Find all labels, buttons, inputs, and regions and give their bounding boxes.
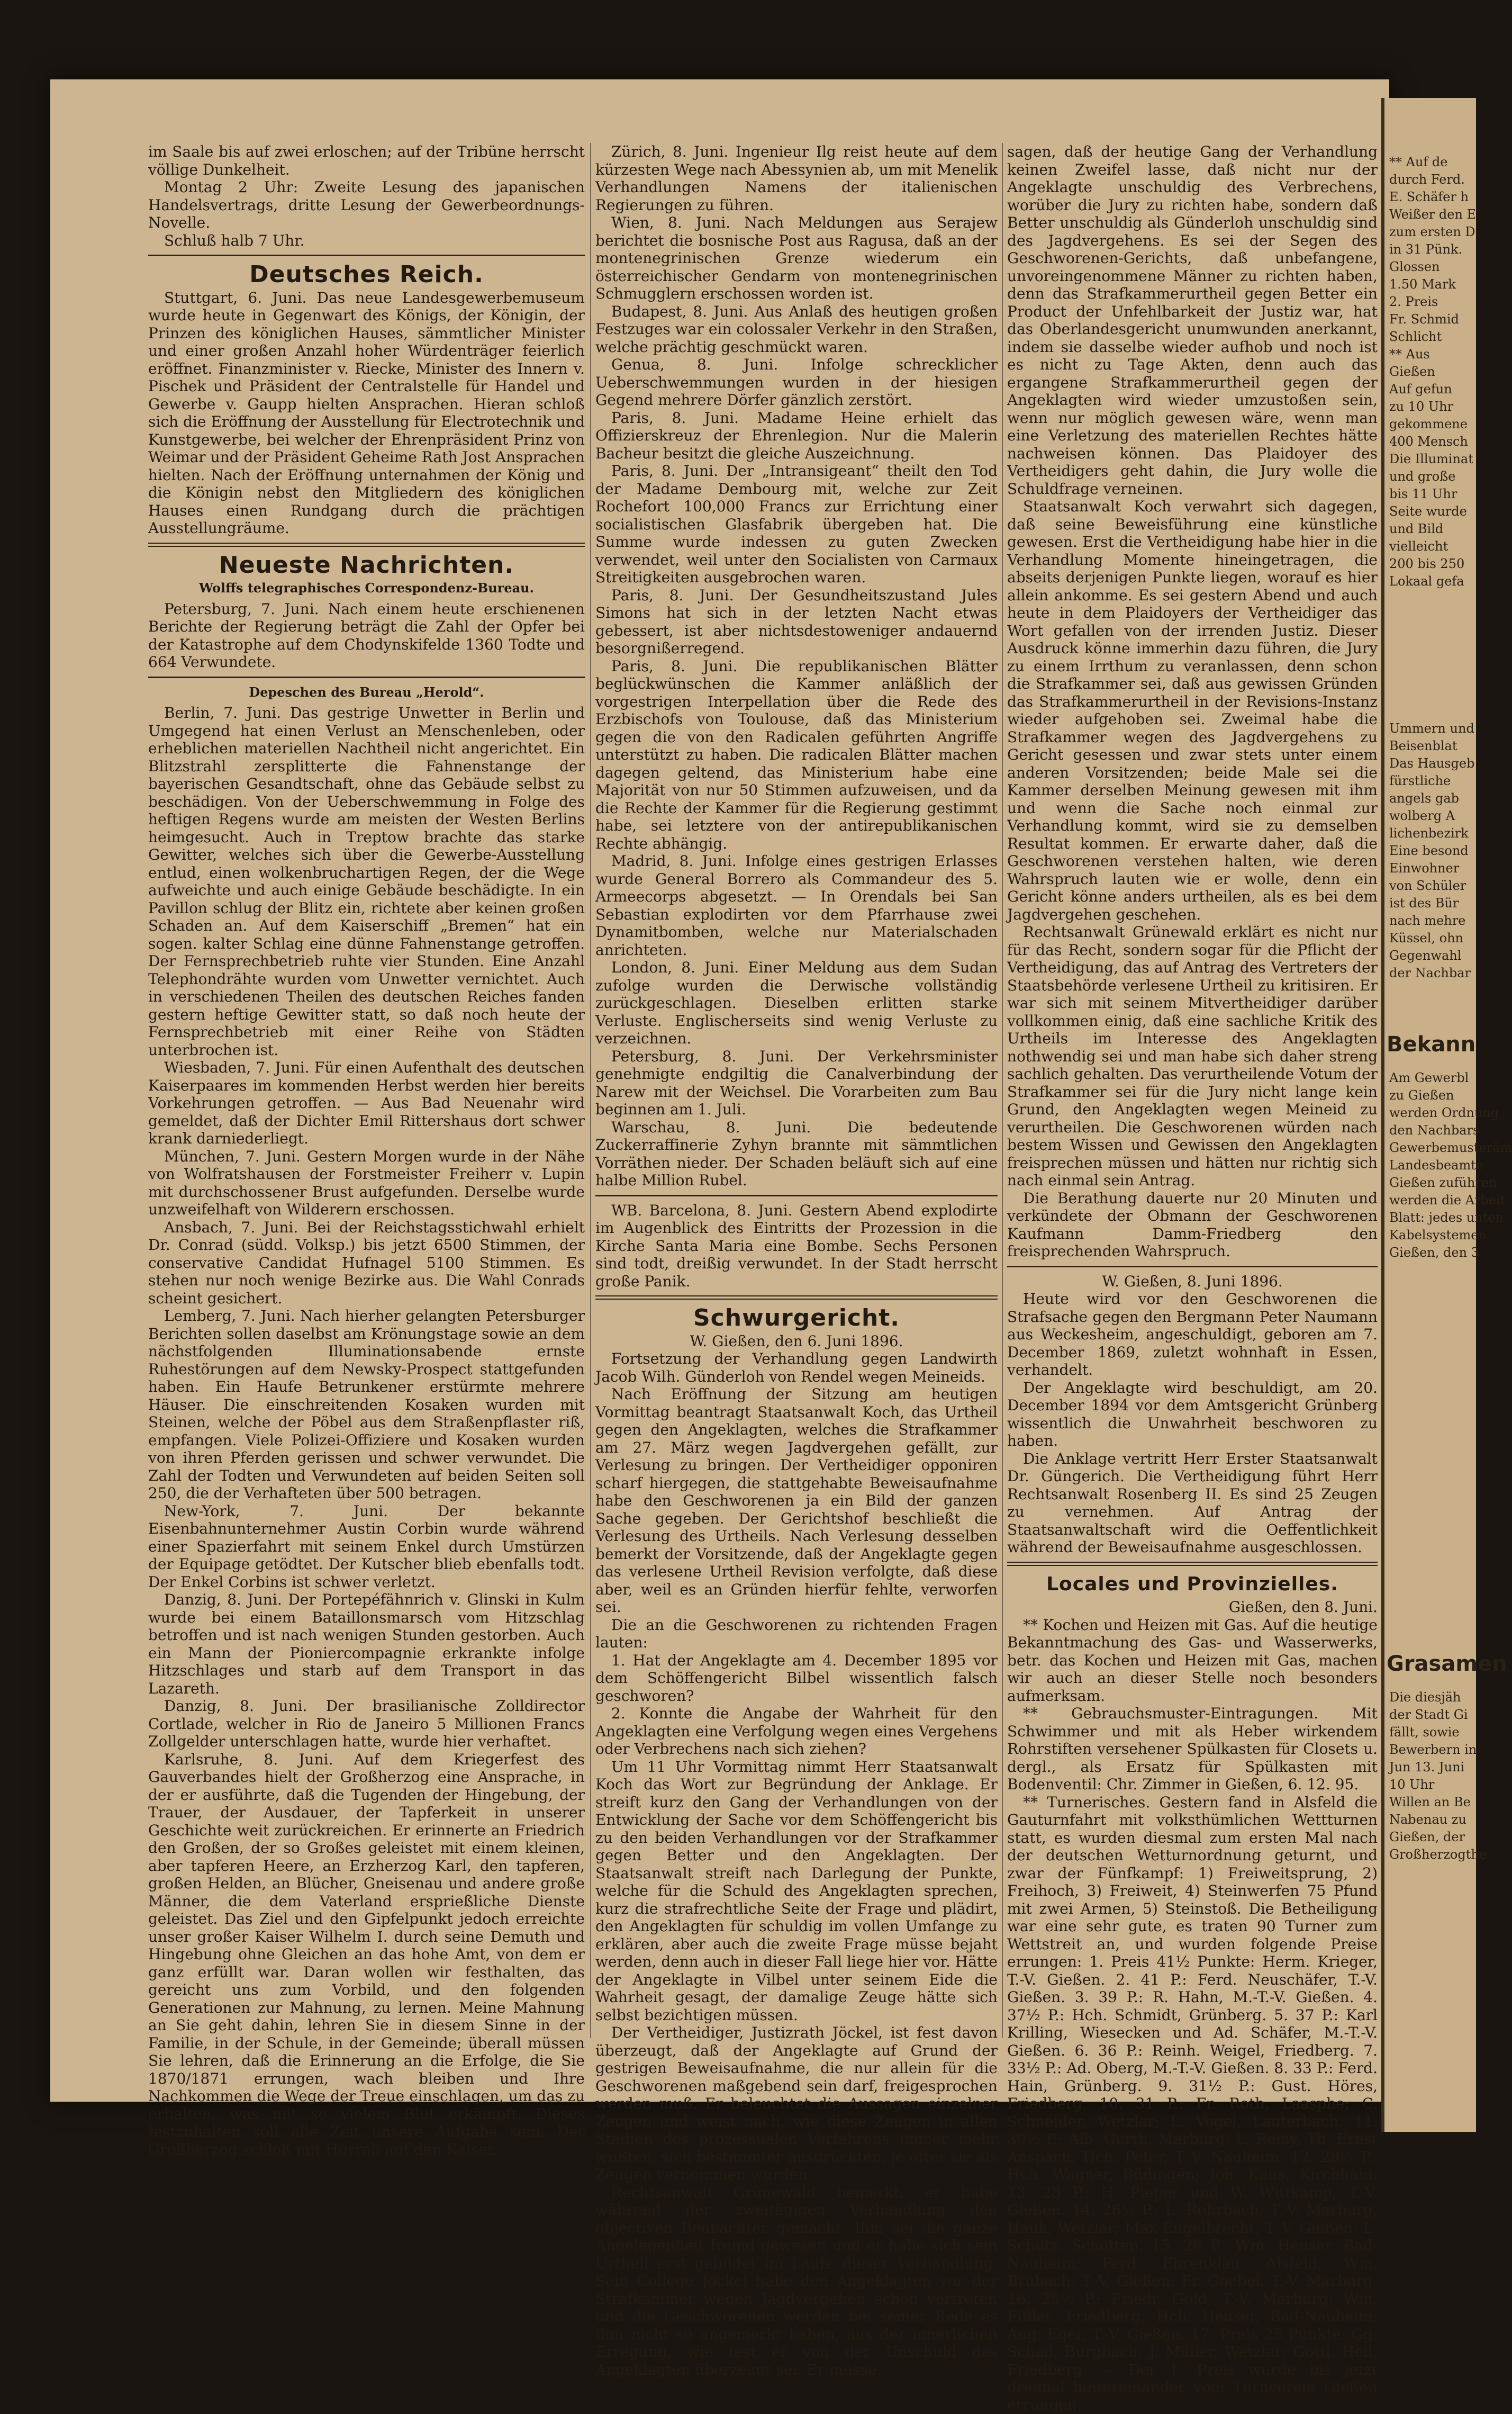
edge-line: ** Aus xyxy=(1389,346,1469,363)
column-2 xyxy=(595,143,998,2038)
article-paragraph: ** Kochen und Heizen mit Gas. Auf die heutige Bekanntmachung des Gas- und Wasserwerks, betr. das Kochen und Heizen mit Gas, machen wir auch an dieser Stelle noch besonders aufmerksam. xyxy=(1007,1616,1378,1705)
edge-line: zu 10 Uhr xyxy=(1389,398,1469,416)
edge-line: Beisenblat xyxy=(1389,737,1469,755)
edge-line: der Nachbar xyxy=(1389,965,1469,982)
edge-line: Gießen xyxy=(1389,363,1469,381)
divider xyxy=(148,543,585,547)
edge-line: Blatt: jedes unten xyxy=(1389,1209,1469,1227)
article-paragraph: Paris, 8. Juni. Der „Intransigeant“ theilt den Tod der Madame Dembourg mit, welche zur Zeit Rochefort 100,000 Francs zur Errichtung einer socialistischen Glasfabrik übergeben hat. Die Summe wurde indessen zu guten Zwecken verwendet, weil unter den Socialisten von Carmaux Streitigkeiten ausgebrochen waren. xyxy=(595,462,998,587)
edge-line: und große xyxy=(1389,468,1469,485)
dateline: Gießen, den 8. Juni. xyxy=(1007,1598,1378,1616)
edge-column xyxy=(1389,1689,1469,1890)
edge-line: zu Gießen xyxy=(1389,1087,1469,1104)
article-paragraph: Die an die Geschworenen zu richtenden Fragen lauten: xyxy=(595,1616,998,1652)
edge-line: 400 Mensch xyxy=(1389,433,1469,451)
article-paragraph: Warschau, 8. Juni. Die bedeutende Zuckerraffinerie Zyhyn brannte mit sämmtlichen Vorräthen nieder. Der Schaden beläuft sich auf eine halbe Million Rubel. xyxy=(595,1119,998,1190)
article-paragraph: München, 7. Juni. Gestern Morgen wurde in der Nähe von Wolfratshausen der Forstmeister Freiherr v. Lupin mit durchschossener Brust aufgefunden. Derselbe wurde unzweifelhaft von Wilderern erschossen. xyxy=(148,1148,585,1219)
edge-column xyxy=(1389,1069,1469,1345)
edge-line: E. Schäfer h xyxy=(1389,188,1469,206)
divider xyxy=(148,677,585,678)
edge-line: Schlicht xyxy=(1389,328,1469,346)
edge-line: ** Auf de xyxy=(1389,154,1469,171)
dateline: W. Gießen, 8. Juni 1896. xyxy=(1007,1273,1378,1291)
section-subtitle: Depeschen des Bureau „Herold“. xyxy=(148,683,585,701)
section-title-neueste-nachrichten: Neueste Nachrichten. xyxy=(148,556,585,574)
edge-column xyxy=(1389,154,1469,662)
edge-line: angels gab xyxy=(1389,790,1469,807)
edge-line: Jun 13. Juni xyxy=(1389,1759,1469,1776)
article-paragraph: Wiesbaden, 7. Juni. Für einen Aufenthalt des deutschen Kaiserpaares im kommenden Herbst werden hier bereits Vorkehrungen getroffen. — Aus Bad Neuenahr wird gemeldet, daß der Dichter Emil Rittershaus dort schwer krank darniederliegt. xyxy=(148,1059,585,1148)
article-paragraph: Der Angeklagte wird beschuldigt, am 20. December 1894 vor dem Amtsgericht Grünberg wissentlich die Unwahrheit beschworen zu haben. xyxy=(1007,1379,1378,1450)
article-paragraph: Petersburg, 8. Juni. Der Verkehrsminister genehmigte endgiltig die Canalverbindung der Narew mit der Weichsel. Die Vorarbeiten zum Bau beginnen am 1. Juli. xyxy=(595,1048,998,1119)
article-paragraph: New-York, 7. Juni. Der bekannte Eisenbahnunternehmer Austin Corbin wurde während einer Spazierfahrt mit seinem Enkel durch Umstürzen der Equipage getödtet. Der Kutscher blieb ebenfalls todt. Der Enkel Corbins ist schwer verletzt. xyxy=(148,1502,585,1591)
intro-line: im Saale bis auf zwei erloschen; auf der Tribüne herrscht völlige Dunkelheit. xyxy=(148,143,585,178)
edge-line: von Schüler xyxy=(1389,877,1469,895)
article-paragraph: Ansbach, 7. Juni. Bei der Reichstagsstichwahl erhielt Dr. Conrad (südd. Volksp.) bis jetzt 6500 Stimmen, der conservative Candidat Hufnagel 5100 Stimmen. Es stehen nur noch wenige Bezirke aus. Die Wahl Conrads scheint gesichert. xyxy=(148,1219,585,1308)
article-paragraph: Paris, 8. Juni. Der Gesundheitszustand Jules Simons hat sich in der letzten Nacht etwas gebessert, ist aber nichtsdestoweniger andauernd besorgnißerregend. xyxy=(595,587,998,657)
edge-line: den Nachbars xyxy=(1389,1122,1469,1139)
edge-line: bis 11 Uhr xyxy=(1389,485,1469,503)
article-paragraph: Um 11 Uhr Vormittag nimmt Herr Staatsanwalt Koch das Wort zur Begründung der Anklage. Er streift kurz den Gang der Verhandlungen von der Entwicklung der Sache vor dem Schöffengericht bis zu den beiden Verhandlungen vor der Strafkammer gegen Better und den Angeklagten. Der Staatsanwalt streift nach Darlegung der Punkte, welche für die Schuld des Angeklagten sprechen, kurz die strafrechtliche Seite der Frage und plädirt, den Angeklagten für schuldig im vollen Umfange zu erklären, aber auch die zweite Frage müsse bejaht werden, denn auch in dieser Fall liege hier vor. Hätte der Angeklagte in Vilbel unter seinem Eide die Wahrheit gesagt, der damalige Zeuge hätte sich selbst bezichtigen müssen. xyxy=(595,1758,998,2024)
section-title-locales: Locales und Provinzielles. xyxy=(1007,1575,1378,1593)
section-subtitle: Wolffs telegraphisches Correspondenz-Bureau. xyxy=(148,579,585,597)
divider xyxy=(595,1295,998,1300)
edge-heading: Grasamen xyxy=(1387,1652,1471,1676)
edge-line: Weißer den E xyxy=(1389,206,1469,223)
edge-line: Bewerbern in xyxy=(1389,1741,1469,1759)
article-paragraph: Rechtsanwalt Grünewald erklärt es nicht nur für das Recht, sondern sogar für die Pflicht der Vertheidigung, das auf Antrag des Vertreters der Staatsbehörde verlesene Urtheil zu kritisiren. Er war sich mit seinem Mitvertheidiger darüber vollkommen einig, daß eine sachliche Kritik des Urtheils im Interesse des Angeklagten nothwendig sei und man habe sich daher streng sachlich gehalten. Das verurtheilende Votum der Strafkammer sei für die Jury nicht lange kein Grund, den Angeklagten wegen Meineid zu verurtheilen. Die Geschworenen würden nach bestem Wissen und Gewissen den Angeklagten freisprechen müssen und hätten nur richtig sich nach einmal sein Antrag. xyxy=(1007,923,1378,1190)
article-paragraph: sagen, daß der heutige Gang der Verhandlung keinen Zweifel lasse, daß nicht nur der Angeklagte unschuldig des Verbrechens, worüber die Jury zu richten habe, sondern daß Better unschuldig als Günderloh unschuldig sind des Jagdvergehens. Es sei der Segen des Geschworenen-Gerichts, daß unbefangene, unvoreingenommene Männer zu richten haben, denn das Strafkammerurtheil gegen Better ein Product der Unfehlbarkeit der Justiz war, hat das Oberlandesgericht unumwunden anerkannt, indem sie dasselbe wieder aufhob und noch ist es nicht zu Tage Akten, denn auch das ergangene Strafkammerurtheil gegen der Angeklagten wird wieder umzustoßen sein, wenn nur möglich gewesen wäre, wenn man eine Verletzung des materiellen Rechtes hätte nachweisen können. Das Plaidoyer des Vertheidigers geht dahin, die Jury wolle die Schuldfrage verneinen. xyxy=(1007,143,1378,498)
article-paragraph: London, 8. Juni. Einer Meldung aus dem Sudan zufolge wurden die Derwische vollständig zurückgeschlagen. Dieselben erlitten starke Verluste. Englischerseits sind wenig Verluste zu verzeichnen. xyxy=(595,959,998,1048)
edge-line: zum ersten D xyxy=(1389,223,1469,241)
article-paragraph: 1. Hat der Angeklagte am 4. December 1895 vor dem Schöffengericht Bilbel wissentlich falsch geschworen? xyxy=(595,1652,998,1705)
edge-line: wolberg A xyxy=(1389,807,1469,825)
edge-line: Gegenwahl xyxy=(1389,947,1469,965)
article-paragraph: Rechtsanwalt Grünewald bemerkt, er habe während der zweitägigen Verhandlung den objectiven Beobachter gemacht. Ihm sei die ganze Angelegenheit fremd gewesen und er habe sich sein Urtheil erst gebildet im Laufe dieser Verhandlung. Sein College Jöckel habe den Angeklagten vor der Strafkammer wegen Jagdvergehen schon vertreten und die Geschworenen werden bei seiner Rede es ihm nicht so angemerkt haben, aus der innerlichen Erregung, wie fest er von der Unschuld des Angeklagten überzeugt sei. Er müsse xyxy=(595,2184,998,2379)
edge-line: Glossen xyxy=(1389,258,1469,276)
column-rule xyxy=(1002,143,1003,2038)
edge-line: durch Ferd. xyxy=(1389,171,1469,188)
edge-line: fürstliche xyxy=(1389,772,1469,790)
article-paragraph: Heute wird vor den Geschworenen die Strafsache gegen den Bergmann Peter Naumann aus Weckesheim, angeschuldigt, geboren am 7. December 1869, zuletzt wohnhaft in Essen, verhandelt. xyxy=(1007,1290,1378,1379)
article-paragraph: ** Gebrauchsmuster-Eintragungen. Mit Schwimmer und mit als Heber wirkendem Rohrstiften versehener Spülkasten für Closets u. dergl., als Ersatz für Spülkasten mit Bodenventil: Chr. Zimmer in Gießen, 6. 12. 95. xyxy=(1007,1705,1378,1794)
edge-line: Ummern und xyxy=(1389,720,1469,737)
article-paragraph: Wien, 8. Juni. Nach Meldungen aus Serajew berichtet die bosnische Post aus Ragusa, daß an der montenegrinischen Grenze wiederum ein österreichischer Gendarm von montenegrinischen Schmugglern erschossen worden ist. xyxy=(595,214,998,303)
edge-line: Seite wurde xyxy=(1389,503,1469,520)
article-paragraph: Der Vertheidiger, Justizrath Jöckel, ist fest davon überzeugt, daß der Angeklagte auf Grund der gestrigen Beweisaufnahme, die nur allein für die Geschworenen maßgebend sein darf, freigesprochen werden muß. Er beleuchtet die Aussagen einzelner Zeugen und weist nach, wie diese Zeugen in allen Stadien des prozessualen Verfahrens immer mehr wußten, sich bestimmter ausdrückten, je öfter sie als Zeugen vernommen wurden. xyxy=(595,2024,998,2184)
edge-line: Nabenau zu xyxy=(1389,1811,1469,1828)
article-paragraph: Zürich, 8. Juni. Ingenieur Ilg reist heute auf dem kürzesten Wege nach Abessynien ab, um mit Menelik Verhandlungen Namens der italienischen Regierungen zu führen. xyxy=(595,143,998,214)
edge-line: Großherzogthe xyxy=(1389,1846,1469,1863)
edge-line: werden Ordnung xyxy=(1389,1104,1469,1122)
article-paragraph: Danzig, 8. Juni. Der brasilianische Zolldirector Cortlade, welcher in Rio de Janeiro 5 Millionen Francs Zollgelder unterschlagen hatte, wurde hier verhaftet. xyxy=(148,1697,585,1751)
edge-line: Landesbeamte xyxy=(1389,1157,1469,1174)
article-paragraph: Budapest, 8. Juni. Aus Anlaß des heutigen großen Festzuges war ein colossaler Verkehr in den Straßen, welche prächtig geschmückt waren. xyxy=(595,303,998,356)
edge-line: ist des Bür xyxy=(1389,895,1469,912)
divider xyxy=(595,1195,998,1196)
section-title-deutsches-reich: Deutsches Reich. xyxy=(148,266,585,284)
edge-line: werden die Arbeit xyxy=(1389,1192,1469,1209)
edge-line: lichenbezirk xyxy=(1389,825,1469,842)
edge-line: Auf gefun xyxy=(1389,381,1469,398)
intro-line: Schluß halb 7 Uhr. xyxy=(148,232,585,250)
column-rule xyxy=(590,143,591,2038)
edge-column xyxy=(1389,720,1469,1016)
article-paragraph: Genua, 8. Juni. Infolge schrecklicher Ueberschwemmungen wurden in der hiesigen Gegend mehrere Dörfer gänzlich zerstört. xyxy=(595,356,998,409)
section-title-schwurgericht: Schwurgericht. xyxy=(595,1309,998,1327)
edge-line: Die Illuminat xyxy=(1389,451,1469,468)
dateline: W. Gießen, den 6. Juni 1896. xyxy=(595,1332,998,1350)
edge-line: vielleicht xyxy=(1389,538,1469,555)
edge-heading: Bekann xyxy=(1387,1032,1471,1057)
edge-line: in 31 Pünk. xyxy=(1389,241,1469,258)
edge-line: Gießen zuführen xyxy=(1389,1174,1469,1192)
edge-line: Willen an Be xyxy=(1389,1794,1469,1811)
edge-line: Küssel, ohn xyxy=(1389,930,1469,947)
edge-line: der Stadt Gi xyxy=(1389,1706,1469,1724)
article-paragraph: Berlin, 7. Juni. Das gestrige Unwetter in Berlin und Umgegend hat einen Verlust an Menschenleben, oder erheblichen materiellen Nachtheil nicht angerichtet. Ein Blitzstrahl zersplitterte die Fahnenstange der bayerischen Gesandtschaft, ohne das Gebäude selbst zu beschädigen. Von der Ueberschwemmung in Folge des heftigen Regens wurde am meisten der Westen Berlins heimgesucht. Auch in Treptow brachte das starke Gewitter, welches sich über die Gewerbe-Ausstellung entlud, einen wolkenbruchartigen Regen, der die Wege aufweichte und auch einige Gebäude beschädigte. In ein Pavillon schlug der Blitz ein, richtete aber keinen großen Schaden an. Auf dem Kaiserschiff „Bremen“ hat ein sogen. kalter Schlag eine dünne Fahnenstange getroffen. Der Fernsprechbetrieb ruhte vier Stunden. Eine Anzahl Telephondrähte wurden vom Unwetter vernichtet. Auch in verschiedenen Theilen des deutschen Reiches fanden gestern heftige Gewitter statt, so daß noch heute der Fernsprechbetrieb mit einer Reihe von Städten unterbrochen ist. xyxy=(148,704,585,1059)
edge-line: gekommene xyxy=(1389,416,1469,433)
article-paragraph: Karlsruhe, 8. Juni. Auf dem Kriegerfest des Gauverbandes hielt der Großherzog eine Ansprache, in der er ausführte, daß die Tugenden der Hingebung, der Trauer, der Ausdauer, der Tapferkeit in unserer Geschichte weit zurückreichen. Er erinnerte an Friedrich den Großen, der so Großes geleistet mit einem kleinen, aber tapferen Heere, an Erzherzog Karl, den tapferen, großen Helden, an Blücher, Gneisenau und andere große Männer, die dem Vaterland ersprießliche Dienste geleistet. Das Ziel und den Gipfelpunkt jedoch erreichte unser großer Kaiser Wilhelm I. durch seine Demuth und Hingebung ohne Gleichen an das hohe Amt, von dem er ganz erfüllt war. Daran wollen wir festhalten, das gereicht uns zum Vorbild, und den folgenden Generationen zur Mahnung, zu lernen. Meine Mahnung an Sie geht dahin, lehren Sie in diesem Sinne in der Familie, in der Schule, in der Gemeinde; überall müssen Sie lehren, daß die Erinnerung an die Erfolge, die Sie 1870/1871 errungen, wach bleiben und Ihre Nachkommen die Wege der Treue einschlagen, um das zu erhalten, was mit so vielem Blut erkämpft. Dieses festzuhalten soll alle Zeit unsere Aufgabe sein. Der Großherzog schloß mit Hurrah auf den Kaiser. xyxy=(148,1751,585,2159)
article-paragraph: Paris, 8. Juni. Madame Heine erhielt das Offizierskreuz der Ehrenlegion. Nur die Malerin Bacheur besitzt die gleiche Auszeichnung. xyxy=(595,409,998,463)
article-paragraph: Lemberg, 7. Juni. Nach hierher gelangten Petersburger Berichten sollen daselbst am Krönungstage sowie an dem nächstfolgenden Illuminationsabende ernste Ruhestörungen auf dem Newsky-Prospect stattgefunden haben. Ein Haufe Betrunkener erstürmte mehrere Häuser. Die einschreitenden Kosaken wurden mit Steinen, welche der Pöbel aus dem Straßenpflaster riß, empfangen. Viele Polizei-Offiziere und Kosaken wurden von ihren Pferden gerissen und schwer verwundet. Die Zahl der Todten und Verwundeten auf beiden Seiten soll 250, die der Verhafteten über 500 betragen. xyxy=(148,1307,585,1502)
edge-line: Das Hausgeb xyxy=(1389,755,1469,772)
edge-line: Gießen, der xyxy=(1389,1828,1469,1846)
article-paragraph: Die Anklage vertritt Herr Erster Staatsanwalt Dr. Güngerich. Die Vertheidigung führt Herr Rechtsanwalt Rosenberg II. Es sind 25 Zeugen zu vernehmen. Auf Antrag der Staatsanwaltschaft wird die Oeffentlichkeit während der Beweisaufnahme ausgeschlossen. xyxy=(1007,1450,1378,1556)
edge-line: 2. Preis xyxy=(1389,293,1469,311)
column-1 xyxy=(148,143,585,2038)
column-3 xyxy=(1007,143,1378,2038)
article-paragraph: Fortsetzung der Verhandlung gegen Landwirth Jacob Wilh. Günderloh von Rendel wegen Meineids. xyxy=(595,1350,998,1385)
article-paragraph: Madrid, 8. Juni. Infolge eines gestrigen Erlasses wurde General Borrero als Commandeur des 5. Armeecorps abgesetzt. — In Orendals bei San Sebastian explodirten vor dem Pfarrhause zwei Dynamitbomben, welche nur Materialschaden anrichteten. xyxy=(595,852,998,959)
article-paragraph: Die Berathung dauerte nur 20 Minuten und verkündete der Obmann der Geschworenen Kaufmann Damm-Friedberg den freisprechenden Wahrspruch. xyxy=(1007,1190,1378,1260)
edge-line: nach mehre xyxy=(1389,912,1469,930)
edge-line: 1.50 Mark xyxy=(1389,276,1469,293)
intro-line: Montag 2 Uhr: Zweite Lesung des japanischen Handelsvertrags, dritte Lesung der Gewerbeordnungs-Novelle. xyxy=(148,178,585,232)
divider xyxy=(1007,1266,1378,1267)
article-paragraph: Nach Eröffnung der Sitzung am heutigen Vormittag beantragt Staatsanwalt Koch, das Urtheil gegen den Angeklagten, welches die Strafkammer am 27. März wegen Jagdvergehen gefällt, zur Verlesung zu bringen. Der Vertheidiger opponiren scharf hiergegen, die stattgehabte Beweisaufnahme habe den Geschworenen ja ein Bild der ganzen Sache gegeben. Der Gerichtshof beschließt die Verlesung des Urtheils. Nach Verlesung desselben bemerkt der Vorsitzende, daß der Angeklagte gegen das verlesene Urtheil Revision verfolgte, daß diese aber, weil es an Gründen hierfür fehlte, verworfen sei. xyxy=(595,1385,998,1616)
article-paragraph: Stuttgart, 6. Juni. Das neue Landesgewerbemuseum wurde heute in Gegenwart des Königs, der Königin, der Prinzen des königlichen Hauses, sämmtlicher Minister und einer großen Anzahl hoher Würdenträger feierlich eröffnet. Finanzminister v. Riecke, Minister des Innern v. Pischek und Präsident der Centralstelle für Handel und Gewerbe v. Gaupp hielten Ansprachen. Hieran schloß sich die Eröffnung der Ausstellung für Electrotechnik und Kunstgewerbe, bei welcher der Ehrenpräsident Prinz von Weimar und der Präsident Geheime Rath Jost Ansprachen hielten. Nach der Eröffnung unternahmen der König und die Königin nebst den Mitgliedern des königlichen Hauses einen Rundgang durch die prächtigen Ausstellungräume. xyxy=(148,289,585,537)
article-paragraph: Danzig, 8. Juni. Der Portepéfähnrich v. Glinski in Kulm wurde bei einem Bataillonsmarsch vom Hitzschlag betroffen und ist nach wenigen Stunden gestorben. Auch ein Mann der Pioniercompagnie erkrankte infolge Hitzschlages und starb auf dem Transport in das Lazareth. xyxy=(148,1591,585,1697)
edge-line: Fr. Schmid xyxy=(1389,311,1469,328)
edge-line: Eine besond xyxy=(1389,842,1469,860)
edge-line: Einwohner xyxy=(1389,860,1469,877)
edge-line: Gießen, den 3 xyxy=(1389,1244,1469,1262)
article-paragraph: 2. Konnte die Angabe der Wahrheit für den Angeklagten eine Verfolgung wegen eines Vergehens oder Verbrechens nach sich ziehen? xyxy=(595,1705,998,1758)
edge-line: 200 bis 250 xyxy=(1389,555,1469,573)
edge-line: Gewerbemusteräm xyxy=(1389,1139,1469,1157)
edge-line: Lokaal gefa xyxy=(1389,573,1469,590)
article-paragraph: WB. Barcelona, 8. Juni. Gestern Abend explodirte im Augenblick des Eintritts der Prozession in die Kirche Santa Maria eine Bombe. Sechs Personen sind todt, dreißig verwundet. In der Stadt herrscht große Panik. xyxy=(595,1202,998,1291)
article-paragraph: Paris, 8. Juni. Die republikanischen Blätter beglückwünschen die Kammer anläßlich der vorgestrigen Interpellation über die Rede des Erzbischofs von Toulouse, daß das Ministerium gegen die von den Radicalen geführten Angriffe unterstützt zu haben. Die radicalen Blätter machen dagegen geltend, das Ministerium habe eine Majorität von nur 50 Stimmen aufzuweisen, und da die Rechte der Kammer für die Regierung gestimmt habe, sei letztere von der antirepublikanischen Rechte abhängig. xyxy=(595,657,998,853)
article-paragraph: Petersburg, 7. Juni. Nach einem heute erschienenen Berichte der Regierung beträgt die Zahl der Opfer bei der Katastrophe auf dem Chodynskifelde 1360 Todte und 664 Verwundete. xyxy=(148,600,585,671)
edge-line: Die diesjäh xyxy=(1389,1689,1469,1706)
edge-line: und Bild xyxy=(1389,520,1469,538)
edge-line: Am Gewerbl xyxy=(1389,1069,1469,1087)
edge-line: Kabelsystemen xyxy=(1389,1227,1469,1244)
divider xyxy=(1007,1562,1378,1566)
edge-line: 10 Uhr xyxy=(1389,1776,1469,1794)
divider xyxy=(148,255,585,256)
article-paragraph: Staatsanwalt Koch verwahrt sich dagegen, daß seine Beweisführung eine künstliche gewesen. Erst die Vertheidigung habe hier in die Verhandlung Momente hineingetragen, die abseits derjenigen Punkte liegen, worauf es hier allein ankomme. Es sei gestern Abend und auch heute in dem Plaidoyers der Vertheidiger das Wort gefallen von der irrenden Justiz. Dieser Ausdruck könne immerhin dazu führen, die Jury zu einem Irrthum zu veranlassen, denn schon die Strafkammer sei, daß aus gewissen Gründen das Strafkammerurtheil in der Revisions-Instanz wieder aufgehoben sei. Zweimal habe die Strafkammer wegen des Jagdvergehens zu Gericht gesessen und zwar stets unter einem anderen Vorsitzenden; beide Male sei die Kammer derselben Meinung gewesen mit ihm und wenn die Sache noch einmal zur Verhandlung kommt, wird sie zu demselben Resultat kommen. Er erwarte daher, daß die Geschworenen verstehen halten, wie deren Wahrspruch lauten wie er wolle, denn ein Gericht könne anders urtheilen, als es bei dem Jagdvergehen geschehen. xyxy=(1007,498,1378,923)
article-paragraph: ** Turnerisches. Gestern fand in Alsfeld die Gauturnfahrt mit volksthümlichen Wettturnen statt, es wurden diesmal zum ersten Mal nach der deutschen Wetturnordnung geturnt, und zwar der Fünfkampf: 1) Freiweitsprung, 2) Freihoch, 3) Freiweit, 4) Steinwerfen 75 Pfund mit zwei Armen, 5) Steinstoß. Die Betheiligung war eine sehr gute, es traten 90 Turner zum Wettstreit an, und wurden folgende Preise errungen: 1. Preis 41½ Punkte: Herm. Krieger, T.-V. Gießen. 2. 41 P.: Ferd. Neuschäfer, T.-V. Gießen. 3. 39 P.: R. Hahn, M.-T.-V. Gießen. 4. 37½ P.: Hch. Schmidt, Grünberg. 5. 37 P.: Karl Krilling, Wiesecken und Ad. Schäfer, M.-T.-V. Gießen. 6. 36 P.: Reinh. Weigel, Friedberg. 7. 33½ P.: Ad. Oberg, M.-T.-V. Gießen. 8. 33 P.: Ferd. Hain, Grünberg. 9. 31½ P.: Gust. Höres, Friedberg. 10. 31 P.: Fr. Roth, Laasphe; C. Schneider, Wetzlar; L. Vogel, Lauterbach. 11. 30½ P.: Alb. Gurth, Marburg; L. Remy, Th. Ernst Anspach, Hch. Peter, T.-V. Nauheim. 12. 28½ P.: Hch. Wagner, Büdingen; Joh. Kaus, Kirchhain. 13. 28 P.: H. Pieper und W. Wittkamp, T.-V. Gießen. 14. 26½ P.: L. Rohrbach, T.-V. Marburg, Hauk, Wetzlar; Max Engelbrecht, T.-V. Gießen; L. Schütz, Schotten. 15. 26 P.: Wm. Heuser, Bad-Nauheim; Ferd. Ehrenklau, Alsfeld; Wm. Brübach, T.-V. Gießen; Fr. Goebel, T.-V. Marburg. 16. 25½ P.: Friedr. Gold, T.-V. Marburg; Wm. Füller, Friedberg; Hch. Heuser, Bad-Nauheim; Aug. Eger, T.-V. Gießen. 17. Preis 25 Punkte: Gg. Schad, Burgbach; J. Müller, Wetzlar; Gottl. Heil, Friedberg. — Der 1. Preis wurde bis jetzt dreimal hintereinander vom Turnverein Gießen errungen. xyxy=(1007,1794,1378,2414)
edge-line: fällt, sowie xyxy=(1389,1724,1469,1741)
